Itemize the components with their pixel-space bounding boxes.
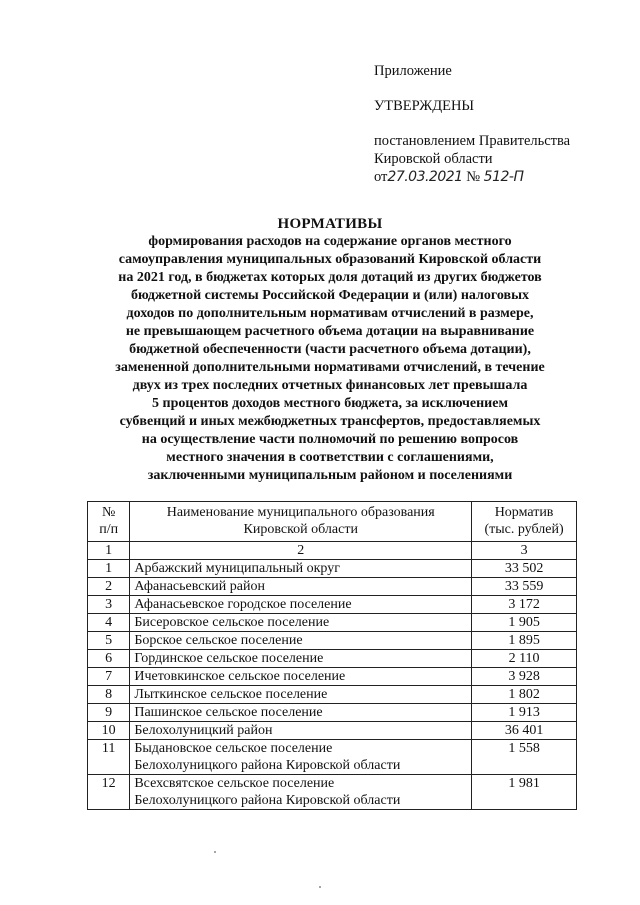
municipality-name-line: Белохолуницкого района Кировской области bbox=[134, 793, 401, 808]
column-number-row bbox=[88, 542, 577, 560]
norm-value: 36 401 bbox=[472, 722, 577, 740]
title-line: двух из трех последних отчетных финансовых лет превышала bbox=[132, 378, 528, 393]
table-row bbox=[88, 668, 577, 686]
title-line: формирования расходов на содержание органов местного bbox=[148, 234, 512, 249]
document-title bbox=[80, 215, 580, 485]
header-value: Норматив (тыс. рублей) bbox=[472, 502, 577, 542]
municipality-name bbox=[130, 560, 472, 578]
municipality-name-line: Арбажский муниципальный округ bbox=[134, 561, 340, 576]
table-row bbox=[88, 704, 577, 722]
municipality-name bbox=[130, 578, 472, 596]
norm-value: 1 981 bbox=[472, 775, 577, 810]
norm-value: 33 502 bbox=[472, 560, 577, 578]
municipality-name-line: Гординское сельское поселение bbox=[134, 651, 324, 666]
row-number: 10 bbox=[88, 722, 130, 740]
table-row bbox=[88, 650, 577, 668]
title-line: доходов по дополнительным нормативам отчислений в размере, bbox=[126, 306, 534, 321]
scan-speck bbox=[214, 851, 216, 853]
row-number: 5 bbox=[88, 632, 130, 650]
table-row bbox=[88, 560, 577, 578]
norm-value: 33 559 bbox=[472, 578, 577, 596]
decree-line-1: постановлением Правительства bbox=[374, 133, 571, 149]
table-row bbox=[88, 722, 577, 740]
title-line: на осуществление части полномочий по решению вопросов bbox=[141, 432, 519, 447]
municipality-name-line: Пашинское сельское поселение bbox=[134, 705, 323, 720]
municipality-name-line: Белохолуницкий район bbox=[134, 723, 273, 738]
scan-speck bbox=[319, 886, 321, 888]
approved-label: УТВЕРЖДЕНЫ bbox=[374, 98, 475, 114]
municipality-name-line: Всехсвятское сельское поселение bbox=[134, 776, 335, 791]
row-number: 3 bbox=[88, 596, 130, 614]
row-number: 7 bbox=[88, 668, 130, 686]
handwritten-number: 512-П bbox=[483, 169, 524, 185]
norm-value: 1 558 bbox=[472, 740, 577, 775]
norms-table bbox=[87, 501, 577, 810]
title-line: бюджетной обеспеченности (части расчетного объема дотации), bbox=[129, 342, 531, 357]
municipality-name bbox=[130, 686, 472, 704]
title-main: НОРМАТИВЫ bbox=[277, 216, 383, 232]
column-number-2: 2 bbox=[130, 542, 472, 560]
table-row bbox=[88, 775, 577, 810]
norm-value: 2 110 bbox=[472, 650, 577, 668]
row-number: 9 bbox=[88, 704, 130, 722]
table-row bbox=[88, 596, 577, 614]
column-number-1: 1 bbox=[88, 542, 130, 560]
table-row bbox=[88, 614, 577, 632]
table-body bbox=[88, 560, 577, 810]
table-row bbox=[88, 578, 577, 596]
title-line: бюджетной системы Российской Федерации и (или) налоговых bbox=[130, 288, 530, 303]
title-line: местного значения в соответствии с соглашениями, bbox=[166, 450, 494, 465]
norm-value: 1 913 bbox=[472, 704, 577, 722]
norm-value: 1 895 bbox=[472, 632, 577, 650]
municipality-name bbox=[130, 632, 472, 650]
row-number: 6 bbox=[88, 650, 130, 668]
municipality-name bbox=[130, 614, 472, 632]
title-line: не превышающем расчетного объема дотации на выравнивание bbox=[125, 324, 535, 339]
approval-block bbox=[374, 62, 570, 186]
municipality-name-line: Бисеровское сельское поселение bbox=[134, 615, 330, 630]
row-number: 1 bbox=[88, 560, 130, 578]
decree-date-line bbox=[374, 168, 570, 186]
header-num: № п/п bbox=[88, 502, 130, 542]
row-number: 11 bbox=[88, 740, 130, 775]
appendix-label: Приложение bbox=[374, 63, 452, 79]
municipality-name-line: Лыткинское сельское поселение bbox=[134, 687, 328, 702]
municipality-name-line: Быдановское сельское поселение bbox=[134, 741, 333, 756]
title-line: на 2021 год, в бюджетах которых доля дотаций из других бюджетов bbox=[118, 270, 542, 285]
table-row bbox=[88, 632, 577, 650]
table-row bbox=[88, 740, 577, 775]
table-header-row bbox=[88, 502, 577, 542]
municipality-name-line: Афанасьевский район bbox=[134, 579, 265, 594]
row-number: 2 bbox=[88, 578, 130, 596]
row-number: 8 bbox=[88, 686, 130, 704]
municipality-name bbox=[130, 668, 472, 686]
column-number-3: 3 bbox=[472, 542, 577, 560]
row-number: 12 bbox=[88, 775, 130, 810]
municipality-name-line: Борское сельское поселение bbox=[134, 633, 303, 648]
title-line: самоуправления муниципальных образований Кировской области bbox=[118, 252, 542, 267]
municipality-name-line: Афанасьевское городское поселение bbox=[134, 597, 352, 612]
municipality-name bbox=[130, 650, 472, 668]
handwritten-date: 27.03.2021 bbox=[387, 169, 463, 185]
municipality-name bbox=[130, 704, 472, 722]
header-name: Наименование муниципального образования Кировской области bbox=[130, 502, 472, 542]
norm-value: 3 928 bbox=[472, 668, 577, 686]
title-line: замененной дополнительными нормативами отчислений, в течение bbox=[115, 360, 545, 375]
row-number: 4 bbox=[88, 614, 130, 632]
title-subtitle bbox=[80, 233, 580, 485]
municipality-name-line: Белохолуницкого района Кировской области bbox=[134, 758, 401, 773]
title-line: субвенций и иных межбюджетных трансфертов, предоставляемых bbox=[119, 414, 541, 429]
municipality-name bbox=[130, 740, 472, 775]
municipality-name bbox=[130, 775, 472, 810]
municipality-name bbox=[130, 722, 472, 740]
municipality-name-line: Ичетовкинское сельское поселение bbox=[134, 669, 346, 684]
table-row bbox=[88, 686, 577, 704]
title-line: 5 процентов доходов местного бюджета, за исключением bbox=[152, 396, 508, 411]
decree-line-2: Кировской области bbox=[374, 151, 493, 167]
norm-value: 1 905 bbox=[472, 614, 577, 632]
norm-value: 3 172 bbox=[472, 596, 577, 614]
title-line: заключенными муниципальным районом и поселениями bbox=[147, 468, 513, 483]
municipality-name bbox=[130, 596, 472, 614]
number-prefix: № bbox=[466, 169, 481, 185]
date-prefix: от bbox=[374, 169, 388, 185]
norm-value: 1 802 bbox=[472, 686, 577, 704]
